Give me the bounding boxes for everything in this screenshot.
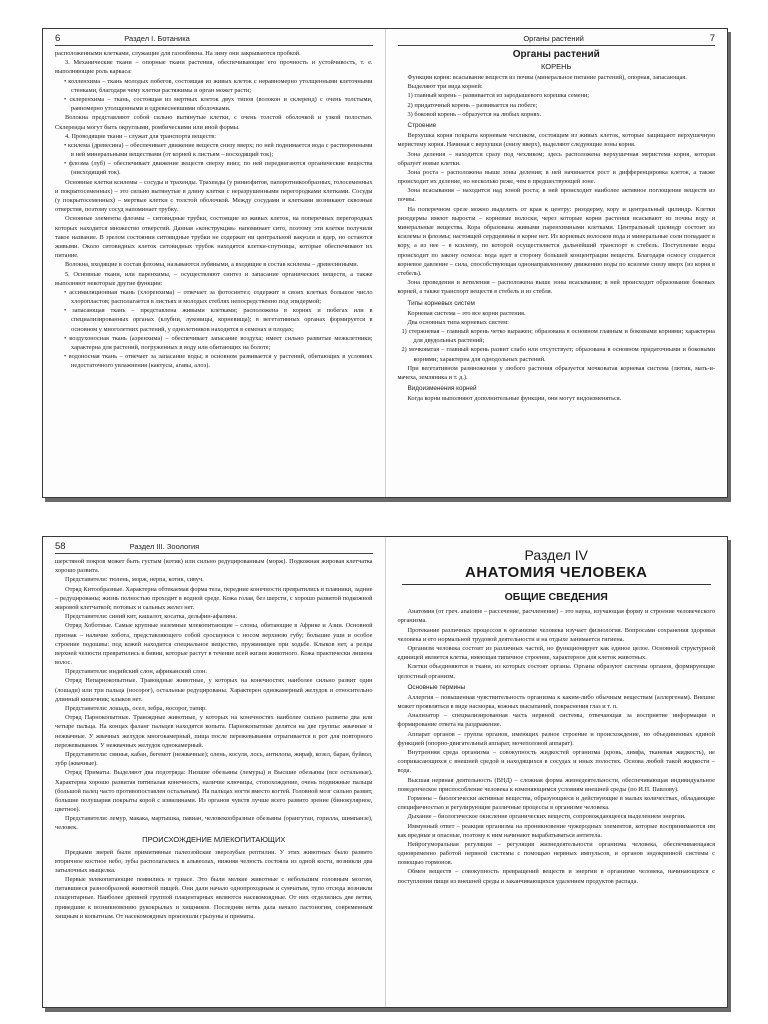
subheading: Строение	[407, 121, 437, 129]
running-title: Органы растений	[523, 34, 584, 43]
paragraph: Отряд Китообразные. Характерна обтекаемая форма тела, передние конечности превратились в плавники, задние – редуцированы; жизнь полностью проходит в водной среде. Кожа голая, без шерсти, с хорошо развитой подкожной жировой клетчаткой; потовых и сальных желез нет.	[55, 585, 373, 611]
paragraph: Аппарат органов – группа органов, имеющих разное строение и происхождение, но объединенных единой функцией (опорно-двигательный аппарат, мочеполовой аппарат).	[397, 730, 715, 747]
list-item: • водоносная ткань – отвечает за запасание воды; в основном развивается у растений, обитающих в условиях недостаточного увлажнения (кактусы, агавы, алоэ).	[64, 353, 373, 370]
page-number: 58	[55, 541, 66, 552]
page-59	[386, 537, 728, 1007]
paragraph: Анатомия (от греч. anatome – рассечение, расчленение) – это наука, изучающая форму и строение человеческого организма.	[397, 608, 715, 625]
paragraph: Отряд Непарнокопытные. Травоядные животные, у которых на конечностях наиболее сильно развит один (лошади) или три пальца (носорог), остальные редуцированы. Характерен однокамерный желудок и относительно длинный кишечник; клыков нет.	[55, 677, 373, 703]
paragraph: Два основных типа корневых систем:	[407, 318, 509, 326]
paragraph: Высшая нервная деятельность (ВНД) – сложная форма жизнедеятельности, обеспечивающая индивидуальное поведенческое приспособление человека к изменяющимся условиям внешней среды (по И.П. Павлову).	[397, 776, 715, 793]
paragraph: При вегетативном размножении у любого растения образуется мочковатая корневая система (лютик, мать-и-мачеха, земляника и т. д.).	[397, 364, 715, 381]
list-item: • склеренхима – ткань, состоящая из мертвых клеток двух типов (волокон и склереид) с очень толстыми, равномерно утолщенными и одревесневшими оболочками.	[64, 95, 373, 113]
list-item: 2) мочковатая – главный корень развит слабо или отсутствует; образована в основном придаточными и боковыми корнями; характерна для однодольных растений.	[401, 346, 715, 363]
page-body	[55, 557, 373, 921]
paragraph: Отряд Парнокопытные. Травоядные животные, у которых на конечностях наиболее сильно развиты два или четыре пальца. На концах фаланг пальцев находятся копыта. Парнокопытные делятся на две группы: жвачные и нежвачные. У жвачных желудок многокамерный, пища после пережевывания отрыгивается в рот для повторного пережевывания. У нежвачных желудок однокамерный.	[55, 714, 373, 749]
page-header	[55, 33, 373, 46]
paragraph: Представители: синий кит, кашалот, косатка, дельфин-афалина.	[65, 613, 237, 621]
paragraph: Клетки объединяются в ткани, из которых состоят органы. Органы образуют системы органов, формирующие целостный организм.	[397, 663, 715, 680]
list-item: • воздухоносная ткань (аэренхима) – обеспечивает запасание воздуха; имеет сильно развитые межклетники; характерна для растений, погруженных в воду или обитающих на болоте;	[64, 334, 373, 351]
paragraph: Анализатор – специализированная часть нервной системы, отвечающая за восприятие информации и формирование ответа на раздражение.	[397, 712, 715, 729]
page-7	[386, 29, 728, 497]
list-item: • колленхима – ткань молодых побегов, состоящая из живых клеток с неравномерно утолщенными клеточными стенками, благодаря чему клетки растяжимы и орган может расти;	[64, 77, 373, 94]
section-title: АНАТОМИЯ ЧЕЛОВЕКА	[465, 564, 648, 581]
subheading: Основные термины	[407, 683, 466, 691]
paragraph: 4. Проводящие ткани – служат для транспорта веществ:	[65, 132, 217, 140]
page-body	[55, 49, 373, 371]
paragraph: Отряд Хоботные. Самые крупные наземные млекопитающие – слоны, обитающие в Африке и Азии. Основной признак – наличие хобота, представляющего собой сросшуюся с носом верхнюю губу; большие уши и особое строение подошвы: под кожей находится специальное вещество, пружинящее при ходьбе. Клыков нет, а резцы верхней челюсти превратились в бивни, которые растут в течение всей жизни животного. Кожа практически лишена волос.	[55, 622, 373, 667]
chapter-heading: ОБЩИЕ СВЕДЕНИЯ	[504, 591, 608, 604]
book-spread-zoology-anatomy	[42, 536, 728, 1008]
subheading: Видоизменения корней	[407, 385, 477, 393]
section-heading: КОРЕНЬ	[541, 62, 572, 71]
page-number: 6	[55, 33, 61, 44]
paragraph: 2) придаточный корень – развивается на побеге;	[407, 101, 538, 109]
paragraph: Когда корни выполняют дополнительные функции, они могут видоизменяться.	[407, 395, 622, 403]
paragraph: Гормоны – биологически активные вещества, образующиеся и действующие в малых количествах, обладающие специфичностью и регулирующие различные процессы в организме человека.	[397, 794, 715, 812]
paragraph: Верхушка корня покрыта корневым чехликом, состоящим из живых клеток, которые защищают верхушечную меристему корня. Начиная с верхушки (снизу вверх), выделяют следующие зоны корня.	[397, 132, 715, 149]
section-number: Раздел IV	[524, 547, 588, 563]
paragraph: шерстяной покров может быть густым (котик) или сильно редуцированным (морж). Подкожная жировая клетчатка хорошо развита.	[55, 558, 373, 575]
subheading: Типы корневых систем	[407, 299, 475, 307]
paragraph: Отряд Приматы. Выделяют два подотряда: Низшие обезьяны (лемуры) и Высшие обезьяны (все остальные). Характерна хорошо развитая пятипалая конечность, наличие ключицы, стопохождение, очень подвижные пальцы (большой палец часто противопоставлен остальным). На пальцах ногти вместо когтей. Головной мозг сильно развит, большие полушария покрыты корой с извилинами. Из органов чувств лучше всего развито зрение (бинокулярное, цветное).	[55, 769, 373, 814]
running-title: Раздел I. Ботаника	[124, 34, 190, 43]
paragraph: Основные клетки ксилемы – сосуды и трахеиды. Трахеиды (у риниофитов, папоротникообразных, голосеменных и покрытосеменных) – это сильно вытянутые в длину клетки с неразрушенными перегородками клетками. Сосуды (у покрытосеменных) – мертвые клетки с толстой оболочкой. Между сосудами и клетками возникают сквозные отверстия, поэтому сосуд напоминает трубку.	[55, 178, 373, 214]
paragraph: Основные элементы флоэмы – ситовидные трубки, состоящие из живых клеток, на поперечных перегородках которых находится множество отверстий. Данная «конструкция» напоминает сито, поэтому эти клетки получили такое название. В зрелом состоянии ситовидные трубки не содержат ни центральной вакуоли и ядер, но остаются живыми. Около ситовидных клеток ситовидных трубок находятся клетки-спутницы, которые обеспечивают их питание.	[55, 215, 373, 260]
paragraph: Зона всасывания – находится над зоной роста; в ней происходит наиболее активное поглощение веществ из почвы.	[397, 187, 715, 204]
book-spread-botany	[42, 28, 728, 498]
paragraph: Иммунный ответ – реакция организма на проникновение чужеродных элементов, которые воспринимаются им как вредные и опасные, поэтому к ним начинают вырабатываться антитела.	[397, 822, 715, 839]
page-body	[398, 73, 716, 404]
paragraph: Обмен веществ – совокупность превращений веществ и энергии в организме человека, начинающихся с поступления пищи из внешней среды и заканчивающихся удалением продуктов распада.	[397, 868, 715, 885]
paragraph: Волокна представляют собой сильно вытянутые клетки, с очень толстой оболочкой и узкой полостью. Склереиды могут быть округлыми, ромбическими или иной формы.	[55, 114, 373, 131]
page-header	[398, 33, 716, 46]
subheading: ПРОИСХОЖДЕНИЕ МЛЕКОПИТАЮЩИХ	[142, 834, 286, 844]
section-divider	[402, 584, 712, 585]
paragraph: расположенными клетками, служащие для газообмена. На зиму они закрываются пробкой.	[55, 50, 301, 57]
paragraph: Выделяют три вида корней:	[407, 83, 483, 91]
paragraph: 1) главный корень – развивается из зародышевого корешка семени;	[407, 92, 590, 100]
paragraph: Волокна, входящие в состав флоэмы, называются лубяными, а входящие в состав ксилемы – древесинными.	[65, 261, 359, 269]
page-body	[398, 607, 716, 886]
list-item: 1) стержневая – главный корень четко выражен; образована в основном главным и боковыми корнями; характерна для двудольных растений;	[401, 328, 715, 345]
paragraph: Зона деления – находится сразу под чехликом; здесь расположена верхушечная меристема корня, которая образует новые клетки.	[397, 150, 715, 167]
page-header	[55, 541, 373, 554]
paragraph: Представители: индийский слон, африканский слон.	[65, 668, 207, 676]
page-6	[43, 29, 386, 497]
paragraph: Первые млекопитающие появились в триасе. Это были мелкие животные с небольшим головным мозгом, питавшиеся разнообразной животной пищей. Они дали начало однопроходным и сумчатым, тупо отсюда возникли плацентарные. Наиболее древней группой плацентарных являются насекомоядные. От них отделились две ветви, приведшие к возникновению рукокрылых и хищников. Последняя ветвь дала начало ластоногим, современным хищным и копытным. От насекомоядных произошли грызуны и приматы.	[55, 876, 373, 920]
paragraph: Нейрогуморальная регуляция – регуляция жизнедеятельности организма человека, обеспечивающаяся одновременно работой нервной системы с помощью нервных импульсов, и органов эндокринной системы с помощью гормонов.	[397, 840, 715, 867]
paragraph: Представители: свинья, кабан, бегемот (нежвачные); олень, косуля, лось, антилопа, жираф, козел, баран, буйвол, зубр (жвачные).	[55, 750, 373, 768]
paragraph: Представители: лемур, макака, мартышка, павиан, человекообразные обезьяны (орангутан, горилла, шимпанзе), человек.	[55, 815, 373, 832]
paragraph: 3. Механические ткани – опорные ткани растения, обеспечивающие его прочность и устойчивость, т. е. выполняющие роль каркаса:	[55, 59, 373, 76]
page-number: 7	[709, 33, 715, 44]
paragraph: 5. Основные ткани, или паренхимы, – осуществляют синтез и запасание органических веществ, а также выполняют некоторые другие функции:	[55, 270, 373, 287]
paragraph: 3) боковой корень – образуется на любых корнях.	[407, 110, 542, 118]
paragraph: Аллергия – повышенная чувствительность организма к каким-либо обычным веществам (аллергенам). Внешне может проявляться в виде насморка, кожных высыпаний, покраснения глаз и т. п.	[397, 693, 715, 711]
list-item: • флоэма (луб) – обеспечивает движение веществ сверху вниз; по ней передвигаются органические вещества (нисходящий ток).	[64, 160, 373, 177]
paragraph: Зона проведения и ветвления – расположена выше зоны всасывания; в ней происходит образование боковых корней, а также транспорт веществ в стебель и из стебля.	[397, 279, 715, 296]
list-item: • запасающая ткань – представлена живыми клетками; расположена в корнях и побегах или в специализированных органах (клубни, луковицы, корневища); в вегетативных органах формируется в основном у многолетних растений, у однолетников находится в семенах и плодах;	[64, 307, 373, 333]
paragraph: Внутренняя среда организма – совокупность жидкостей организма (кровь, лимфа, тканевая жидкость), не соприкасающихся с внешней средой и находящихся в сосудах и иных полостях. Основа любой такой жидкости – вода.	[397, 749, 715, 775]
paragraph: На поперечном срезе можно выделить от края к центру: ризодерму, кору и центральный цилиндр. Клетки ризодермы имеют выросты – корневые волоски, через которые корни растения всасывают из почвы воду и минеральные вещества. Кора образована живыми паренхимными клетками. Центральный цилиндр состоит из ксилемы и флоэмы; настоящей сердцевины в корне нет. Из корневых волосков вода и минеральные соли попадают в кору, а из нее – в ксилему, по которой осуществляется дальнейший транспорт в стебель. Поступление воды происходит по закону осмоса: вода идет в сторону большей концентрации веществ. Благодаря осмосу создается корневое давление – сила, способствующая однонаправленному движению воды по ксилеме снизу вверх (из корня в стебель).	[397, 205, 715, 277]
paragraph: Протекание различных процессов в организме человека изучает физиология. Вопросами сохранения здоровья человека и его нормальной трудовой деятельности и на отдыхе занимается гигиена.	[397, 626, 715, 643]
paragraph: Дыхание – биологическое окисление органических веществ, сопровождающееся выделением энергии.	[407, 813, 686, 821]
paragraph: Представители: тюлень, морж, нерпа, котик, сивуч.	[65, 576, 204, 584]
list-item: • ассимиляционная ткань (хлоренхима) – отвечает за фотосинтез; содержит в своих клетках большое число хлоропластов; располагается в листьях и молодых стеблях непосредственно под эпидермой;	[64, 288, 373, 306]
page-58	[43, 537, 386, 1007]
paragraph: Функции корня: всасывание веществ из почвы (минеральное питание растений), опорная, запасающая.	[407, 74, 687, 81]
paragraph: Представители: лошадь, осел, зебра, носорог, тапир.	[65, 705, 207, 712]
paragraph: Корневая система – это все корни растения.	[407, 309, 526, 317]
paragraph: Предками зверей были примитивные палеозойские зверозубые рептилии. У этих животных было развито вторичное костное небо, зубы располагались в альвеолах, нижняя челюсть состояла из одной кости, возникли два затылочных мыщелка.	[55, 848, 373, 874]
list-item: • ксилема (древесина) – обеспечивает движение веществ снизу вверх; по ней поднимается вода с растворенными в ней минеральными веществами (от корней к листьям – восходящий ток);	[64, 141, 373, 159]
paragraph: Зона роста – расположена выше зоны деления; в ней начинается рост и дифференцировка клеток, а также происходит их деление, но несколько реже, чем в предшествующей зоне.	[397, 168, 715, 186]
paragraph: Организм человека состоит из различных частей, но функционирует как единое целое. Основной структурной единицей является клетка, имеющая типичное строение, характерное для клеток животных.	[397, 644, 715, 662]
running-title: Раздел III. Зоология	[129, 542, 200, 551]
chapter-heading: Органы растений	[512, 49, 600, 60]
